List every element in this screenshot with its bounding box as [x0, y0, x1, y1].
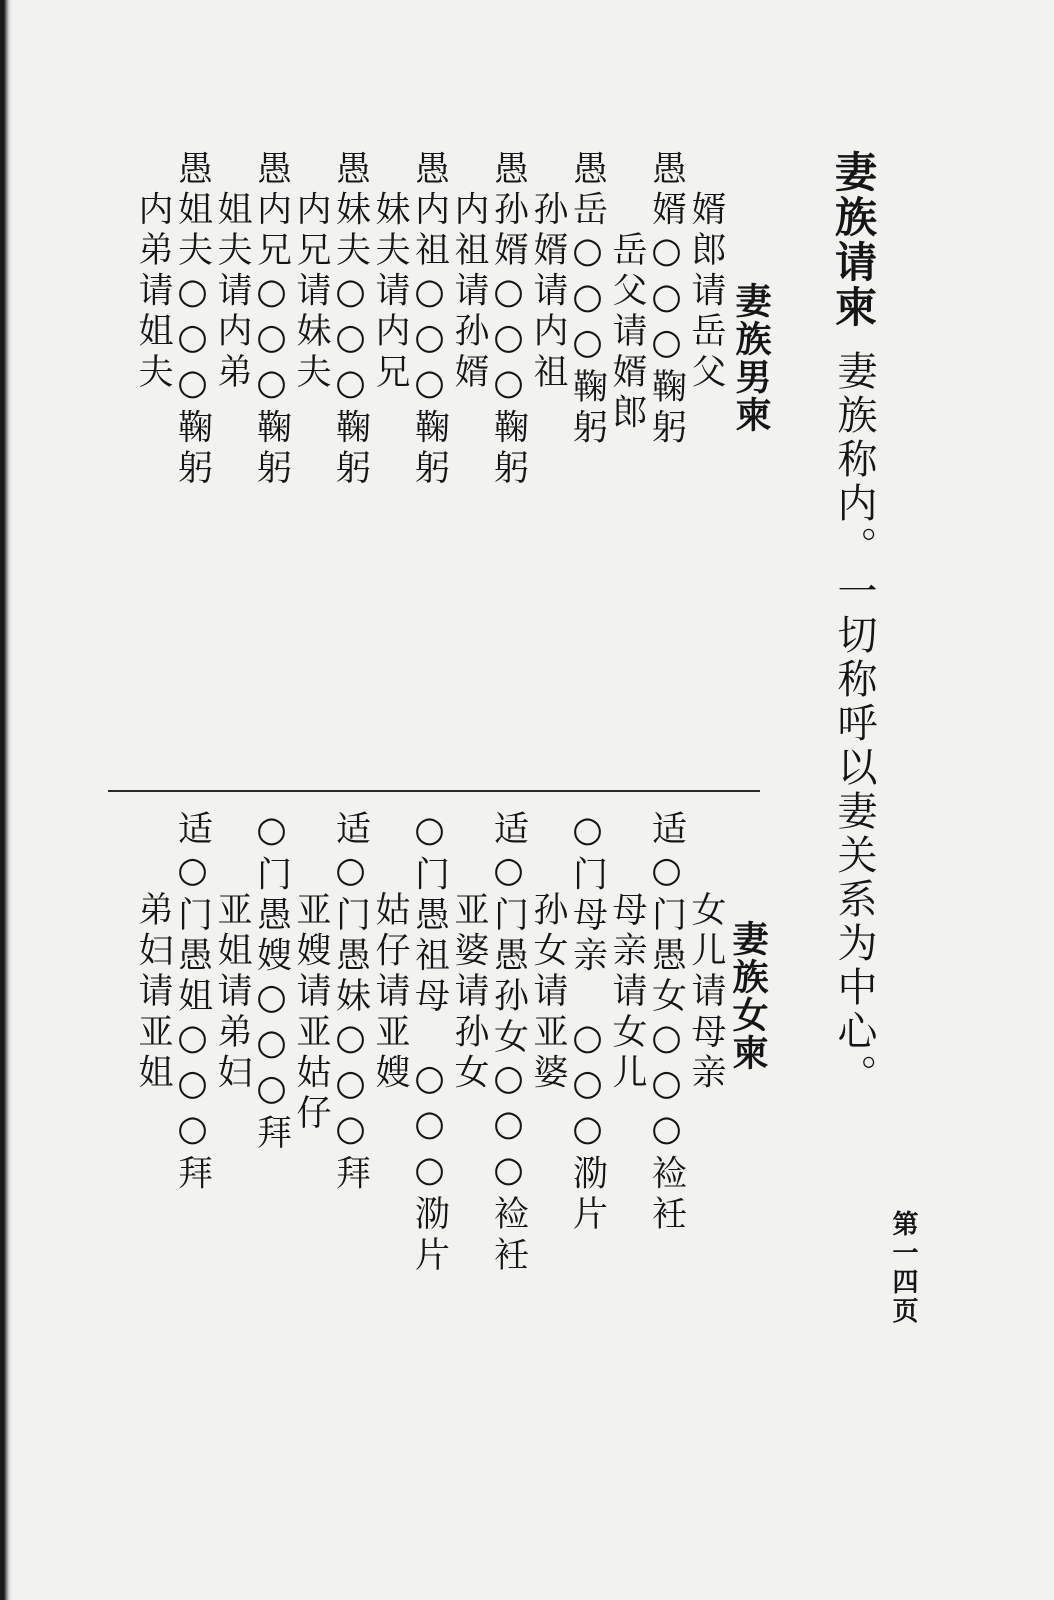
men-section-column: 愚岳○○○鞠躬 [567, 150, 608, 450]
women-section-column: 女儿请母亲 [686, 810, 726, 1095]
page-title: 妻族请柬 [829, 150, 878, 330]
women-section-column: 适○门愚妹○○○拜 [330, 810, 371, 1196]
women-section-column: ○门愚嫂○○○拜 [251, 810, 292, 1155]
men-section-column: 愚婿○○○鞠躬 [646, 150, 687, 450]
women-section-column: 母亲请女儿 [607, 810, 647, 1095]
women-section-column: 姑仔请亚嫂 [370, 810, 410, 1095]
men-section-column: 婿郎请岳父 [686, 150, 726, 394]
page-number: 第一四页 [888, 1210, 918, 1326]
women-section-column: 适○门愚姐○○○拜 [172, 810, 213, 1196]
men-section-column: 愚孙婿○○○鞠躬 [488, 150, 529, 490]
women-section-column: ○门母亲 ○○○泐片 [567, 810, 608, 1236]
section-divider [108, 790, 760, 792]
men-section-column: 姐夫请内弟 [212, 150, 252, 394]
women-section-column: 弟妇请亚姐 [133, 810, 173, 1095]
men-section-heading: 妻族男柬 [730, 282, 772, 434]
men-section-column: 愚内祖○○○鞠躬 [409, 150, 450, 490]
women-section-column: 适○门愚孙女○○○裣衽 [488, 810, 529, 1277]
men-section-column: 内兄请妹夫 [291, 150, 331, 394]
men-section-column: 孙婿请内祖 [528, 150, 568, 394]
women-section-column: ○门愚祖母 ○○○泐片 [409, 810, 450, 1277]
men-section-column: 内祖请孙婿 [449, 150, 489, 394]
men-section-column: 妹夫请内兄 [370, 150, 410, 394]
men-section-column: 岳父请婿郎 [607, 150, 647, 435]
women-section-column: 亚婆请孙女 [449, 810, 489, 1095]
intro-text: 妻族称内。一切称呼以妻关系为中心。 [831, 350, 877, 1098]
women-section-heading: 妻族女柬 [727, 920, 769, 1072]
men-section-column: 内弟请姐夫 [133, 150, 173, 394]
men-section-column: 愚姐夫○○○鞠躬 [172, 150, 213, 490]
women-section-column: 孙女请亚婆 [528, 810, 568, 1095]
men-section-column: 愚内兄○○○鞠躬 [251, 150, 292, 490]
men-section-column: 愚妹夫○○○鞠躬 [330, 150, 371, 490]
women-section-column: 亚姐请弟妇 [212, 810, 252, 1095]
scan-left-edge [0, 0, 12, 1600]
women-section-column: 适○门愚女○○○裣衽 [646, 810, 687, 1236]
women-section-column: 亚嫂请亚姑仔 [291, 810, 331, 1135]
